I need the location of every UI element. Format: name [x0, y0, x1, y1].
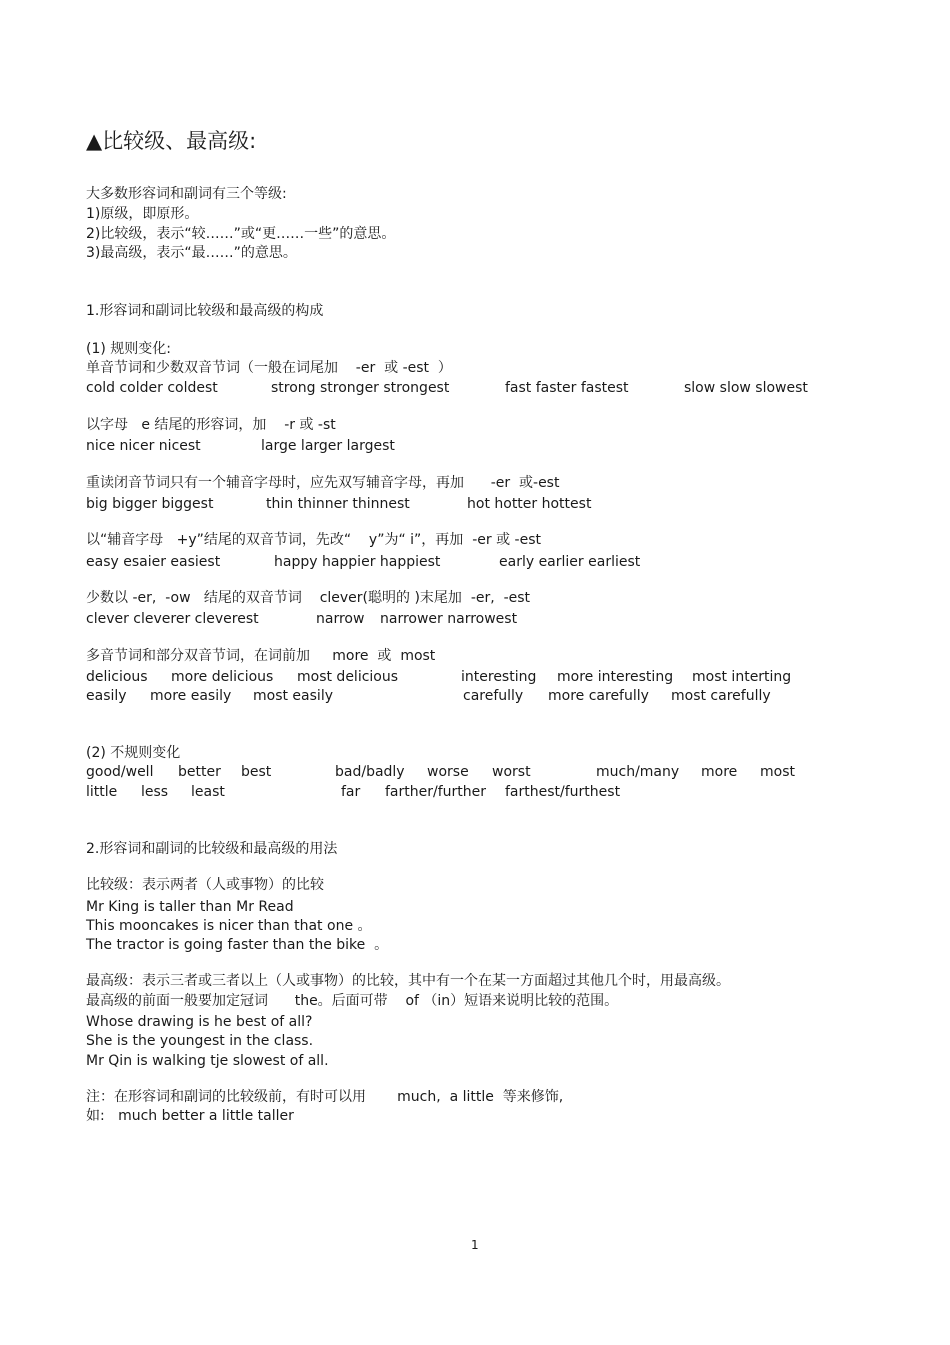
example-word: more easily: [150, 688, 232, 704]
intro-lead: 大多数形容词和副词有三个等级:: [86, 186, 287, 202]
example-word: little: [86, 784, 118, 800]
rule-text: 少数以 -er, -ow 结尾的双音节词 clever(聪明的 )末尾加 -er, -est: [86, 590, 531, 606]
example-word: far: [341, 784, 361, 800]
example-sentence: She is the youngest in the class.: [86, 1033, 314, 1049]
example-word: early earlier earliest: [499, 554, 641, 570]
example-word: fast faster fastest: [505, 380, 629, 396]
section2-heading: 2.形容词和副词的比较级和最高级的用法: [86, 841, 338, 857]
example-sentence: Mr King is taller than Mr Read: [86, 899, 294, 915]
example-word: most carefully: [671, 688, 771, 704]
example-word: nice nicer nicest: [86, 438, 201, 454]
rule-text: 最高级的前面一般要加定冠词 the。后面可带 of （in）短语来说明比较的范围。: [86, 993, 619, 1009]
example-word: more delicious: [171, 669, 274, 685]
example-word: carefully: [463, 688, 524, 704]
regular-heading: (1) 规则变化:: [86, 341, 171, 357]
example-word: clever cleverer cleverest: [86, 611, 259, 627]
example-word: better: [178, 764, 221, 780]
example-word: much/many: [596, 764, 680, 780]
page-number: 1: [471, 1238, 479, 1252]
example-word: strong stronger strongest: [271, 380, 450, 396]
example-word: more carefully: [548, 688, 649, 704]
example-word: most delicious: [297, 669, 399, 685]
example-word: more: [701, 764, 738, 780]
example-sentence: The tractor is going faster than the bike 。: [86, 937, 389, 953]
example-word: happy happier happiest: [274, 554, 441, 570]
rule-text: 多音节词和部分双音节词，在词前加 more 或 most: [86, 648, 436, 664]
example-word: hot hotter hottest: [467, 496, 592, 512]
rule-text: 重读闭音节词只有一个辅音字母时，应先双写辅音字母，再加 -er 或-est: [86, 475, 560, 491]
example-word: interesting: [461, 669, 537, 685]
rule-text: 以“辅音字母 +y”结尾的双音节词，先改“ y”为“ i”，再加 -er 或 -est: [86, 532, 541, 548]
irregular-heading: (2) 不规则变化: [86, 745, 181, 761]
example-word: most: [760, 764, 795, 780]
example-word: worst: [492, 764, 531, 780]
section1-heading: 1.形容词和副词比较级和最高级的构成: [86, 303, 324, 319]
example-sentence: Mr Qin is walking tje slowest of all.: [86, 1053, 329, 1069]
example-word: slow slow slowest: [684, 380, 808, 396]
intro-item: 1)原级，即原形。: [86, 206, 199, 222]
example-word: large larger largest: [261, 438, 395, 454]
example-word: farther/further: [385, 784, 487, 800]
intro-item: 3)最高级，表示“最……”的意思。: [86, 245, 297, 261]
example-word: least: [191, 784, 225, 800]
example-word: narrow: [316, 611, 365, 627]
example-word: thin thinner thinnest: [266, 496, 410, 512]
note-text: 如: much better a little taller: [86, 1108, 294, 1124]
example-word: bad/badly: [335, 764, 405, 780]
example-word: less: [141, 784, 169, 800]
example-word: most interting: [692, 669, 792, 685]
rule-text: 以字母 e 结尾的形容词，加 -r 或 -st: [86, 417, 336, 433]
rule-text: 单音节词和少数双音节词（一般在词尾加 -er 或 -est ）: [86, 360, 452, 376]
example-word: most easily: [253, 688, 333, 704]
example-word: delicious: [86, 669, 148, 685]
example-word: cold colder coldest: [86, 380, 218, 396]
example-sentence: Whose drawing is he best of all?: [86, 1014, 313, 1030]
note-text: 注：在形容词和副词的比较级前，有时可以用 much, a little 等来修饰,: [86, 1089, 564, 1105]
example-word: more interesting: [557, 669, 674, 685]
example-word: worse: [427, 764, 469, 780]
rule-text: 最高级：表示三者或三者以上（人或事物）的比较，其中有一个在某一方面超过其他几个时，用最高级。: [86, 973, 730, 989]
page-title: ▲比较级、最高级:: [86, 129, 257, 153]
example-word: narrower narrowest: [380, 611, 518, 627]
example-word: easily: [86, 688, 127, 704]
example-sentence: This mooncakes is nicer than that one 。: [86, 918, 372, 934]
example-word: farthest/furthest: [505, 784, 621, 800]
intro-item: 2)比较级，表示“较……”或“更……一些”的意思。: [86, 226, 396, 242]
rule-text: 比较级：表示两者（人或事物）的比较: [86, 877, 324, 893]
example-word: big bigger biggest: [86, 496, 214, 512]
example-word: good/well: [86, 764, 154, 780]
example-word: best: [241, 764, 272, 780]
example-word: easy esaier easiest: [86, 554, 221, 570]
